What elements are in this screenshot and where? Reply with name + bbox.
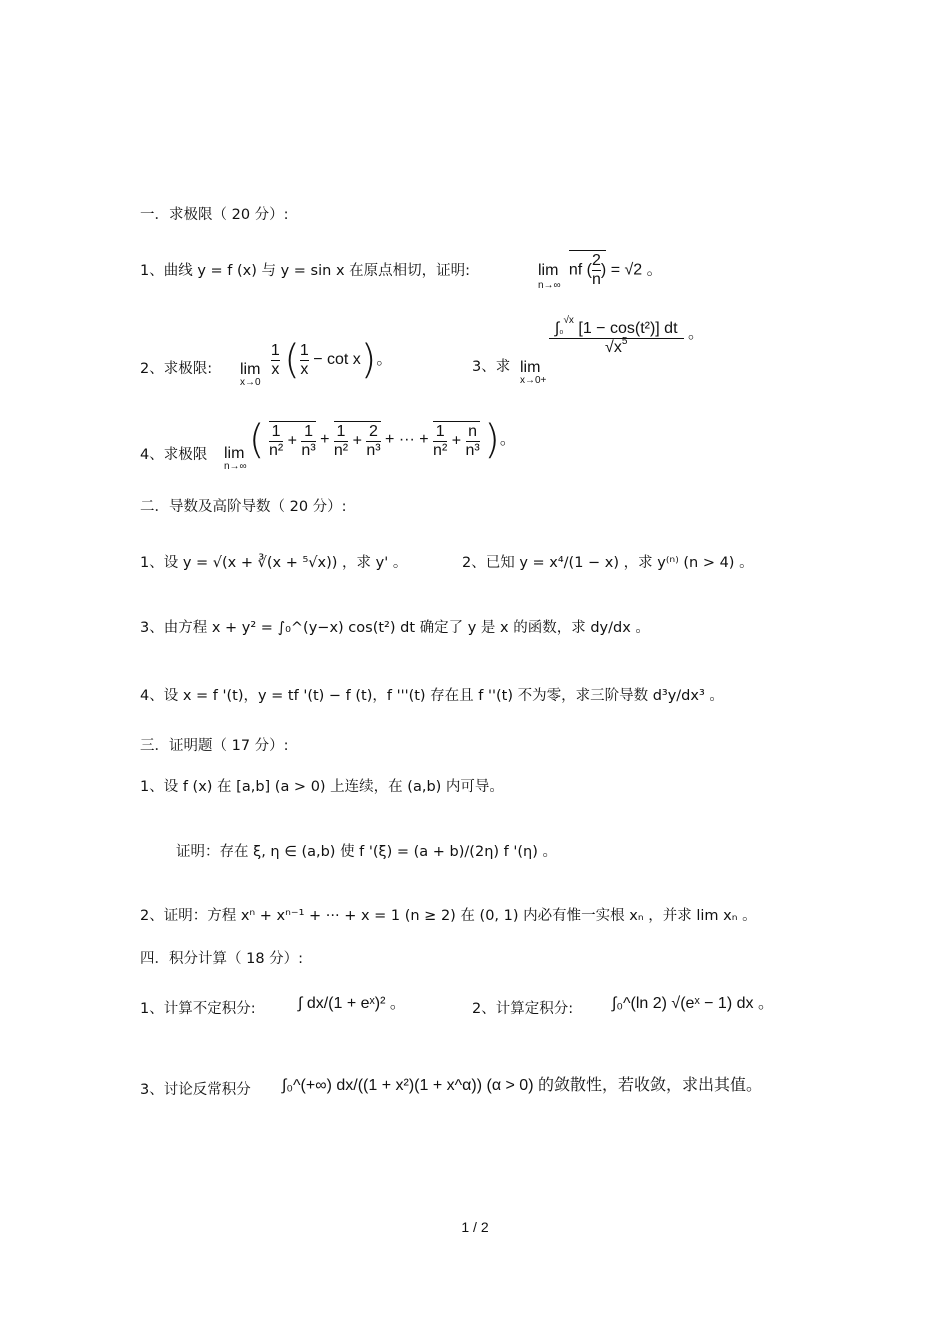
problem-text: 4、设 x = f '(t)，y = tf '(t) − f (t)，f '''(t) 存在且 f ''(t) 不为零，求三阶导数 d³y/dx³ 。 [140,688,724,704]
problem-text: 1、计算不定积分: [140,1001,256,1017]
math-expression: ∫₀^(ln 2) √(eˣ − 1) dx 。 [612,995,774,1012]
section-heading: 三．证明题（ 17 分）: [140,738,289,754]
page-number: 1 / 2 [461,1219,489,1235]
problem-text: 2、计算定积分: [472,1001,574,1017]
section-heading: 一．求极限（ 20 分）: [140,207,289,223]
math-expression: lim x→0+ $\frac{\int_0^{√x} [1 - \cos(t^2)] dt}{√x^5}$ 。 [520,315,704,386]
problem-text: 2、证明：方程 xⁿ + xⁿ⁻¹ + ··· + x = 1 (n ≥ 2) 在 (0, 1) 内必有惟一实根 xₙ ，并求 lim xₙ 。 [140,908,757,924]
problem-text: 1、设 f (x) 在 [a,b] (a > 0) 上连续，在 (a,b) 内可导。 [140,779,504,795]
math-expression: lim n→∞ nf ( $\frac{2}{n}$ ) = √2 。 [538,252,663,291]
problem-text: 4、求极限 [140,447,208,463]
problem-text: 3、求 [472,359,511,375]
math-expression: lim x→0 $\frac{1}{x}$ ( $\frac{1}{x}$ − cot x)。 [240,337,393,389]
problem-text: 2、求极限: [140,361,213,377]
section-heading: 二．导数及高阶导数（ 20 分）: [140,499,347,515]
math-expression: ∫₀^(+∞) dx/((1 + x²)(1 + x^α)) (α > 0) 的敛散性，若收敛，求出其值。 [282,1077,762,1094]
math-expression: ∫ dx/(1 + eˣ)² 。 [298,995,406,1012]
math-expression: lim n→∞ ( $\frac{1}{\text{n²}}$ + $\frac{1}{\text{n³}}$ + $\frac{1}{\text{n²}}$ + $\frac{2}{\text{n³}}$ + ··· + $\frac{1}{\text{n²}}$ + $\frac{n}{\text{n³}}$ )。 [224,417,516,473]
problem-text: 1、设 y = √(x + ∛(x + ⁵√x)) ，求 y' 。 [140,555,408,571]
problem-text: 3、由方程 x + y² = ∫₀^(y−x) cos(t²) dt 确定了 y 是 x 的函数，求 dy/dx 。 [140,620,650,636]
problem-text: 证明：存在 ξ, η ∈ (a,b) 使 f '(ξ) = (a + b)/(2η) f '(η) 。 [176,844,557,860]
problem-text: 3、讨论反常积分 [140,1082,251,1098]
problem-text: 2、已知 y = x⁴/(1 − x) ，求 y⁽ⁿ⁾ (n > 4) 。 [462,555,754,571]
problem-text: 1、曲线 y = f (x) 与 y = sin x 在原点相切，证明: [140,263,471,279]
section-heading: 四．积分计算（ 18 分）: [140,951,304,967]
